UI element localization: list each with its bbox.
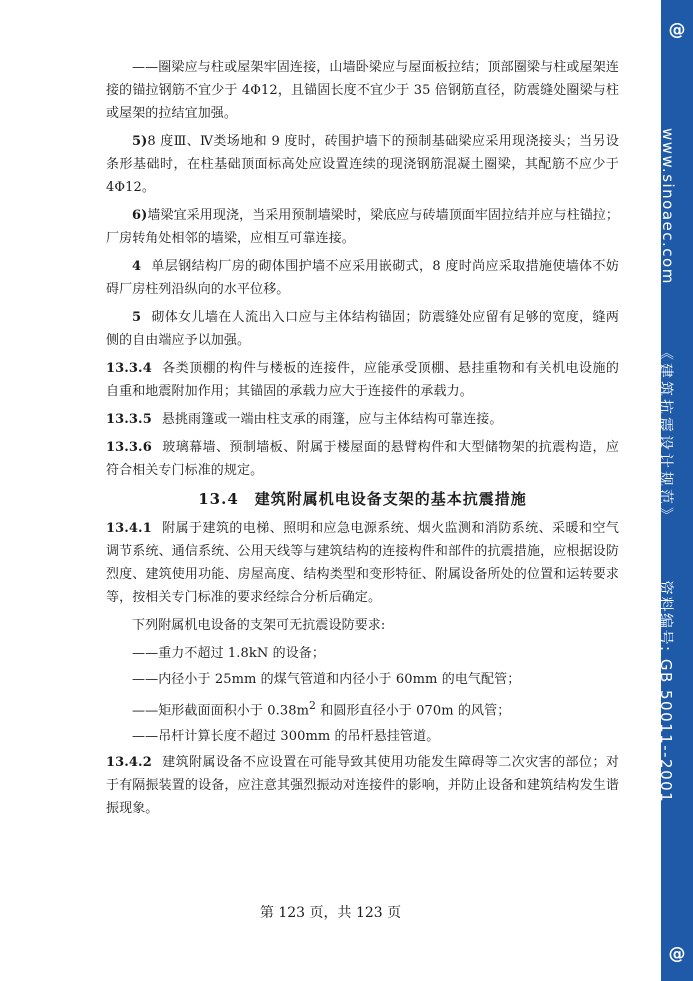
- paragraph-item-5-foundation-beam: [106, 130, 619, 199]
- item-number: 5: [132, 310, 142, 325]
- paragraph-item-4-steel-plant: [106, 255, 619, 301]
- clause-text: 玻璃幕墙、预制墙板、附属于楼屋面的悬臂构件和大型储物架的抗震构造，应符合相关专门标准的规定。: [106, 440, 619, 478]
- clause-13-3-4: [106, 357, 619, 403]
- item-number: 5): [132, 134, 148, 149]
- page-content: [106, 56, 619, 825]
- clause-number: 13.3.4: [106, 361, 152, 376]
- paragraph-text: 砌体女儿墙在人流出入口应与主体结构锚固；防震缝处应留有足够的宽度，缝两侧的自由端应予以加强。: [106, 310, 619, 348]
- paragraph-item-6-wall-beam: [106, 204, 619, 250]
- list-item: ——重力不超过 1.8kN 的设备；: [132, 646, 325, 661]
- section-title: 建筑附属机电设备支架的基本抗震措施: [254, 490, 527, 508]
- at-symbol-top: @: [668, 20, 686, 40]
- sidebar-band: [657, 0, 693, 981]
- clause-number: 13.3.6: [106, 440, 152, 455]
- at-symbol-bottom: @: [668, 944, 686, 964]
- clause-number: 13.3.5: [106, 412, 152, 427]
- list-item: ——内径小于 25mm 的煤气管道和内径小于 60mm 的电气配管；: [132, 672, 521, 687]
- paragraph-ring-beam: ——圈梁应与柱或屋架牢固连接，山墙卧梁应与屋面板拉结；顶部圈梁与柱或屋架连接的锚拉钢筋不宜少于 4Φ12，且锚固长度不宜少于 35 倍钢筋直径，防震缝处圈梁与柱或屋架的拉结宜加强。: [106, 60, 619, 121]
- paragraph-text: 8 度Ⅲ、Ⅳ类场地和 9 度时，砖围护墙下的预制基础梁应采用现浇接头；当另设条形基础时，在柱基础顶面标高处应设置连续的现浇钢筋混凝土圈梁，其配筋不应少于 4Φ12。: [106, 134, 619, 195]
- section-heading: [106, 488, 619, 511]
- paragraph-item-5-parapet: [106, 306, 619, 352]
- clause-13-3-6: [106, 436, 619, 482]
- item-number: 6): [132, 208, 148, 223]
- item-number: 4: [132, 259, 142, 274]
- list-item: ——吊杆计算长度不超过 300mm 的吊杆悬挂管道。: [132, 729, 440, 745]
- book-title: 《建筑抗震设计规范》: [657, 345, 675, 526]
- clause-text: 建筑附属设备不应设置在可能导致其使用功能发生障碍等二次灾害的部位；对于有隔振装置的设备，应注意其强烈振动对连接件的影响，并防止设备和建筑结构发生谐振现象。: [106, 755, 619, 817]
- clause-number: 13.4.1: [106, 521, 152, 536]
- clause-text: 附属于建筑的电梯、照明和应急电源系统、烟火监测和消防系统、采暖和空气调节系统、通信系统、公用天线等与建筑结构的连接构件和部件的抗震措施，应根据设防烈度、建筑使用功能、房屋高度、结构类型和变形特征、附属设备所处的位置和运转要求等，按相关专门标准的要求经综合分析后确定。: [106, 521, 619, 605]
- page-number: 第 123 页，共 123 页: [259, 905, 402, 921]
- list-item: [106, 694, 619, 722]
- superscript: 2: [309, 699, 317, 712]
- paragraph-text: 墙梁宜采用现浇，当采用预制墙梁时，梁底应与砖墙顶面牢固拉结并应与柱锚拉；厂房转角处相邻的墙梁，应相互可靠连接。: [106, 208, 620, 246]
- website-text: www.sinoaec.com: [659, 128, 677, 285]
- clause-13-4-2: [106, 751, 619, 820]
- list-text: 和圆形直径小于 070m 的风管；: [316, 703, 511, 719]
- clause-number: 13.4.2: [106, 755, 152, 771]
- section-number: 13.4: [198, 490, 239, 508]
- paragraph-text: 单层钢结构厂房的砌体围护墙不应采用嵌砌式，8 度时尚应采取措施使墙体不妨碍厂房柱列沿纵向的水平位移。: [106, 259, 619, 297]
- clause-13-3-5: [106, 408, 619, 431]
- document-code: 资料编号: GB 50011--2001: [657, 580, 675, 804]
- list-intro: 下列附属机电设备的支架可无抗震设防要求:: [132, 618, 386, 633]
- clause-text: 悬挑雨篷或一端由柱支承的雨篷，应与主体结构可靠连接。: [161, 412, 503, 427]
- clause-text: 各类顶棚的构件与楼板的连接件，应能承受顶棚、悬挂重物和有关机电设施的自重和地震附加作用；其锚固的承载力应大于连接件的承载力。: [106, 361, 619, 399]
- list-text: ——矩形截面面积小于 0.38m: [132, 703, 310, 719]
- clause-13-4-1: [106, 517, 619, 609]
